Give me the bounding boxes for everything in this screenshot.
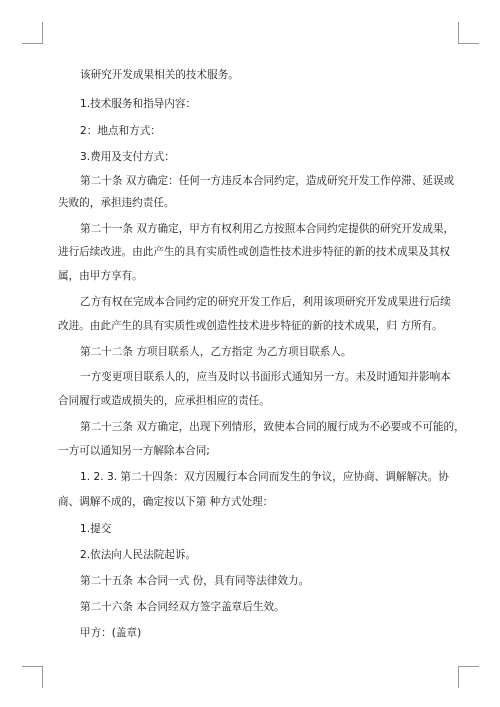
list-item-court: 2.依法向人民法院起诉。 — [80, 549, 197, 561]
article-20-line-1: 第二十条 双方确定：任何一方违反本合同约定，造成研究开发工作停滞、延误或 — [80, 175, 455, 187]
list-item-location: 2：地点和方式： — [80, 125, 161, 137]
article-26: 第二十六条 本合同经双方签字盖章后生效。 — [80, 601, 285, 613]
article-24-line-1: 1. 2. 3. 第二十四条：双方因履行本合同而发生的争议，应协商、调解解决。协 — [80, 471, 449, 483]
article-20-line-2: 失败的，承担违约责任。 — [58, 197, 175, 209]
contact-change-line-2: 合同履行或造成损失的，应承担相应的责任。 — [58, 395, 270, 407]
article-24-line-2: 商、调解不成的，确定按以下第 种方式处理： — [58, 496, 274, 508]
article-21-line-3: 属，由甲方享有。 — [58, 270, 143, 282]
paragraph-party-b-line-1: 乙方有权在完成本合同约定的研究开发工作后，利用该项研究开发成果进行后续 — [80, 296, 451, 308]
article-25: 第二十五条 本合同一式 份，具有同等法律效力。 — [80, 575, 310, 587]
article-23-line-1: 第二十三条 双方确定，出现下列情形，致使本合同的履行成为不必要或不可能的， — [80, 421, 465, 433]
contact-change-line-1: 一方变更项目联系人的，应当及时以书面形式通知另一方。未及时通知并影响本 — [80, 371, 451, 383]
article-22: 第二十二条 方项目联系人，乙方指定 为乙方项目联系人。 — [80, 346, 352, 358]
list-item-submit: 1.提交 — [80, 523, 112, 535]
party-a-seal-line: 甲方：(盖章) — [80, 627, 142, 639]
paragraph-party-b-line-2: 改进。由此产生的具有实质性或创造性技术进步特征的新的技术成果，归 方所有。 — [58, 320, 443, 332]
list-item-technical-service: 1.技术服务和指导内容： — [80, 98, 197, 110]
article-21-line-1: 第二十一条 双方确定，甲方有权利用乙方按照本合同约定提供的研究开发成果， — [80, 223, 455, 235]
list-item-payment: 3.费用及支付方式： — [80, 151, 175, 163]
paragraph-line: 该研究开发成果相关的技术服务。 — [80, 69, 239, 81]
article-21-line-2: 进行后续改进。由此产生的具有实质性或创造性技术进步特征的新的技术成果及其权 — [58, 246, 450, 258]
article-23-line-2: 一方可以通知另一方解除本合同; — [58, 445, 210, 457]
